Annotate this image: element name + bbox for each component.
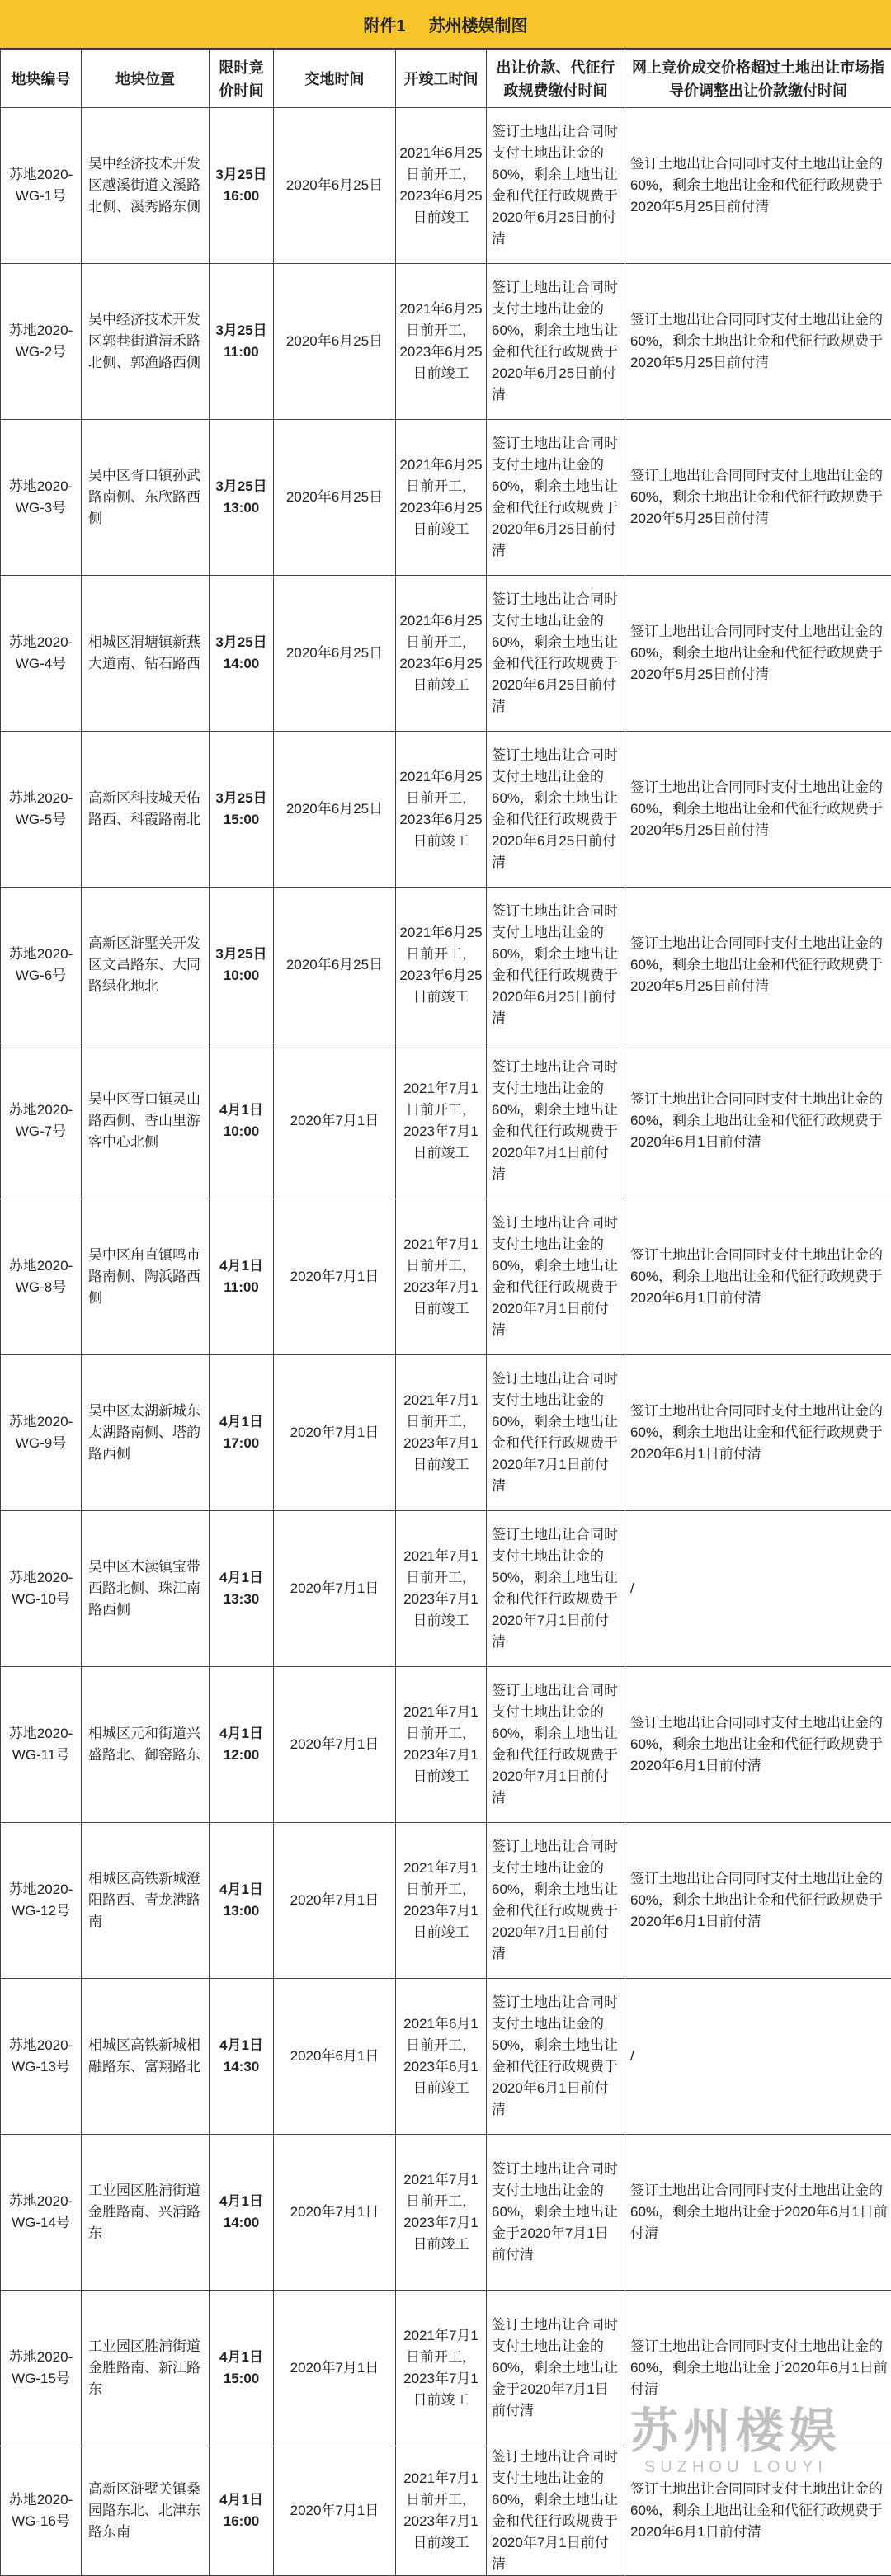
auction-time: 3月25日 11:00 xyxy=(210,264,274,420)
construction-dates: 2021年6月25日前开工，2023年6月25日前竣工 xyxy=(396,264,487,420)
adjusted-payment-terms: 签订土地出让合同同时支付土地出让金的60%，剩余土地出让金和代征行政规费于2020年6月1日前付清 xyxy=(625,1199,891,1355)
handover-date: 2020年7月1日 xyxy=(274,1199,396,1355)
handover-date: 2020年7月1日 xyxy=(274,2135,396,2291)
auction-time: 3月25日 14:00 xyxy=(210,576,274,732)
construction-dates: 2021年7月1日前开工，2023年7月1日前竣工 xyxy=(396,2291,487,2446)
handover-date: 2020年6月25日 xyxy=(274,576,396,732)
table-row xyxy=(1,2135,891,2291)
construction-dates: 2021年6月1日前开工，2023年6月1日前竣工 xyxy=(396,1979,487,2135)
handover-date: 2020年7月1日 xyxy=(274,1511,396,1667)
parcel-location: 吴中区胥口镇灵山路西侧、香山里游客中心北侧 xyxy=(82,1043,210,1199)
auction-time: 3月25日 13:00 xyxy=(210,420,274,576)
adjusted-payment-terms: 签订土地出让合同同时支付土地出让金的60%，剩余土地出让金和代征行政规费于2020年5月25日前付清 xyxy=(625,420,891,576)
handover-date: 2020年7月1日 xyxy=(274,2446,396,2576)
adjusted-payment-terms: 签订土地出让合同同时支付土地出让金的60%，剩余土地出让金和代征行政规费于2020年5月25日前付清 xyxy=(625,576,891,732)
table-row xyxy=(1,1199,891,1355)
parcel-code: 苏地2020-WG-5号 xyxy=(1,732,82,888)
handover-date: 2020年7月1日 xyxy=(274,1667,396,1823)
handover-date: 2020年6月25日 xyxy=(274,732,396,888)
construction-dates: 2021年6月25日前开工，2023年6月25日前竣工 xyxy=(396,576,487,732)
watermark-logo xyxy=(630,2392,842,2477)
auction-time: 3月25日 16:00 xyxy=(210,108,274,264)
construction-dates: 2021年6月25日前开工，2023年6月25日前竣工 xyxy=(396,108,487,264)
table-row xyxy=(1,1511,891,1667)
auction-time: 4月1日 12:00 xyxy=(210,1667,274,1823)
parcel-code: 苏地2020-WG-9号 xyxy=(1,1355,82,1511)
construction-dates: 2021年7月1日前开工，2023年7月1日前竣工 xyxy=(396,2135,487,2291)
payment-terms: 签订土地出让合同时支付土地出让金的60%，剩余土地出让金和代征行政规费于2020年6月25日前付清 xyxy=(487,576,625,732)
payment-terms: 签订土地出让合同时支付土地出让金的60%，剩余土地出让金于2020年7月1日前付清 xyxy=(487,2135,625,2291)
parcel-code: 苏地2020-WG-7号 xyxy=(1,1043,82,1199)
watermark-subtext: SUZHOU LOUYI xyxy=(630,2458,842,2477)
construction-dates: 2021年7月1日前开工，2023年7月1日前竣工 xyxy=(396,1199,487,1355)
table-row xyxy=(1,732,891,888)
auction-time: 3月25日 10:00 xyxy=(210,888,274,1043)
adjusted-payment-terms: 签订土地出让合同同时支付土地出让金的60%，剩余土地出让金和代征行政规费于2020年6月1日前付清 xyxy=(625,1823,891,1979)
parcel-code: 苏地2020-WG-14号 xyxy=(1,2135,82,2291)
handover-date: 2020年6月25日 xyxy=(274,264,396,420)
table-row xyxy=(1,1979,891,2135)
header-adjusted-payment: 网上竞价成交价格超过土地出让市场指导价调整出让价款缴付时间 xyxy=(625,50,891,108)
parcel-code: 苏地2020-WG-15号 xyxy=(1,2291,82,2446)
parcel-code: 苏地2020-WG-13号 xyxy=(1,1979,82,2135)
construction-dates: 2021年7月1日前开工，2023年7月1日前竣工 xyxy=(396,1823,487,1979)
handover-date: 2020年7月1日 xyxy=(274,1355,396,1511)
payment-terms: 签订土地出让合同时支付土地出让金的60%，剩余土地出让金和代征行政规费于2020年6月25日前付清 xyxy=(487,420,625,576)
payment-terms: 签订土地出让合同时支付土地出让金的60%，剩余土地出让金和代征行政规费于2020年7月1日前付清 xyxy=(487,2446,625,2576)
adjusted-payment-terms: 签订土地出让合同同时支付土地出让金的60%，剩余土地出让金和代征行政规费于2020年5月25日前付清 xyxy=(625,108,891,264)
parcel-location: 相城区元和街道兴盛路北、御窑路东 xyxy=(82,1667,210,1823)
parcel-location: 高新区浒墅关开发区文昌路东、大同路绿化地北 xyxy=(82,888,210,1043)
parcel-code: 苏地2020-WG-2号 xyxy=(1,264,82,420)
handover-date: 2020年6月25日 xyxy=(274,420,396,576)
construction-dates: 2021年7月1日前开工，2023年7月1日前竣工 xyxy=(396,1511,487,1667)
parcel-location: 吴中区太湖新城东太湖路南侧、塔韵路西侧 xyxy=(82,1355,210,1511)
parcel-code: 苏地2020-WG-12号 xyxy=(1,1823,82,1979)
auction-time: 4月1日 14:30 xyxy=(210,1979,274,2135)
auction-time: 4月1日 13:00 xyxy=(210,1823,274,1979)
table-row xyxy=(1,888,891,1043)
adjusted-payment-terms: / xyxy=(625,1979,891,2135)
header-location: 地块位置 xyxy=(82,50,210,108)
header-code: 地块编号 xyxy=(1,50,82,108)
payment-terms: 签订土地出让合同时支付土地出让金的60%，剩余土地出让金和代征行政规费于2020年7月1日前付清 xyxy=(487,1043,625,1199)
adjusted-payment-terms: 签订土地出让合同同时支付土地出让金的60%，剩余土地出让金和代征行政规费于2020年6月1日前付清 xyxy=(625,2446,891,2576)
table-row xyxy=(1,1823,891,1979)
handover-date: 2020年7月1日 xyxy=(274,1823,396,1979)
auction-time: 4月1日 10:00 xyxy=(210,1043,274,1199)
payment-terms: 签订土地出让合同时支付土地出让金的60%，剩余土地出让金和代征行政规费于2020年6月25日前付清 xyxy=(487,732,625,888)
parcel-code: 苏地2020-WG-16号 xyxy=(1,2446,82,2576)
table-row xyxy=(1,420,891,576)
auction-time: 4月1日 17:00 xyxy=(210,1355,274,1511)
payment-terms: 签订土地出让合同时支付土地出让金的50%，剩余土地出让金和代征行政规费于2020年7月1日前付清 xyxy=(487,1511,625,1667)
parcel-location: 吴中经济技术开发区越溪街道文溪路北侧、溪秀路东侧 xyxy=(82,108,210,264)
parcel-code: 苏地2020-WG-10号 xyxy=(1,1511,82,1667)
auction-time: 4月1日 14:00 xyxy=(210,2135,274,2291)
parcel-location: 相城区高铁新城澄阳路西、青龙港路南 xyxy=(82,1823,210,1979)
construction-dates: 2021年7月1日前开工，2023年7月1日前竣工 xyxy=(396,2446,487,2576)
parcel-location: 相城区渭塘镇新燕大道南、钻石路西 xyxy=(82,576,210,732)
payment-terms: 签订土地出让合同时支付土地出让金的60%，剩余土地出让金和代征行政规费于2020年6月25日前付清 xyxy=(487,264,625,420)
parcel-code: 苏地2020-WG-6号 xyxy=(1,888,82,1043)
construction-dates: 2021年6月25日前开工，2023年6月25日前竣工 xyxy=(396,732,487,888)
header-construction: 开竣工时间 xyxy=(396,50,487,108)
construction-dates: 2021年7月1日前开工，2023年7月1日前竣工 xyxy=(396,1043,487,1199)
payment-terms: 签订土地出让合同时支付土地出让金的60%，剩余土地出让金和代征行政规费于2020年7月1日前付清 xyxy=(487,1355,625,1511)
adjusted-payment-terms: 签订土地出让合同同时支付土地出让金的60%，剩余土地出让金和代征行政规费于2020年6月1日前付清 xyxy=(625,1667,891,1823)
handover-date: 2020年6月25日 xyxy=(274,108,396,264)
parcel-location: 相城区高铁新城相融路东、富翔路北 xyxy=(82,1979,210,2135)
table-header-row xyxy=(1,50,891,108)
construction-dates: 2021年6月25日前开工，2023年6月25日前竣工 xyxy=(396,420,487,576)
parcel-location: 吴中区甪直镇鸣市路南侧、陶浜路西侧 xyxy=(82,1199,210,1355)
payment-terms: 签订土地出让合同时支付土地出让金的60%，剩余土地出让金于2020年7月1日前付清 xyxy=(487,2291,625,2446)
construction-dates: 2021年7月1日前开工，2023年7月1日前竣工 xyxy=(396,1667,487,1823)
adjusted-payment-terms: 签订土地出让合同同时支付土地出让金的60%，剩余土地出让金于2020年6月1日前付清 xyxy=(625,2291,891,2446)
header-auction-time: 限时竞价时间 xyxy=(210,50,274,108)
payment-terms: 签订土地出让合同时支付土地出让金的60%，剩余土地出让金和代征行政规费于2020年7月1日前付清 xyxy=(487,1667,625,1823)
auction-time: 4月1日 11:00 xyxy=(210,1199,274,1355)
parcel-code: 苏地2020-WG-11号 xyxy=(1,1667,82,1823)
parcel-location: 高新区浒墅关镇桑园路东北、北津东路东南 xyxy=(82,2446,210,2576)
handover-date: 2020年6月1日 xyxy=(274,1979,396,2135)
parcel-code: 苏地2020-WG-1号 xyxy=(1,108,82,264)
parcel-location: 吴中区胥口镇孙武路南侧、东欣路西侧 xyxy=(82,420,210,576)
table-row xyxy=(1,1043,891,1199)
table-row xyxy=(1,1667,891,1823)
parcel-location: 工业园区胜浦街道金胜路南、兴浦路东 xyxy=(82,2135,210,2291)
attachment-label: 附件1 xyxy=(363,12,405,36)
table-row xyxy=(1,264,891,420)
parcel-location: 工业园区胜浦街道金胜路南、新江路东 xyxy=(82,2291,210,2446)
payment-terms: 签订土地出让合同时支付土地出让金的60%，剩余土地出让金和代征行政规费于2020年6月25日前付清 xyxy=(487,108,625,264)
table-row xyxy=(1,576,891,732)
handover-date: 2020年7月1日 xyxy=(274,2291,396,2446)
parcel-code: 苏地2020-WG-8号 xyxy=(1,1199,82,1355)
title-bar xyxy=(0,0,891,49)
construction-dates: 2021年6月25日前开工，2023年6月25日前竣工 xyxy=(396,888,487,1043)
construction-dates: 2021年7月1日前开工，2023年7月1日前竣工 xyxy=(396,1355,487,1511)
parcel-location: 吴中经济技术开发区郭巷街道清禾路北侧、郭渔路西侧 xyxy=(82,264,210,420)
adjusted-payment-terms: 签订土地出让合同同时支付土地出让金的60%，剩余土地出让金于2020年6月1日前付清 xyxy=(625,2135,891,2291)
parcel-code: 苏地2020-WG-4号 xyxy=(1,576,82,732)
parcel-location: 高新区科技城天佑路西、科霞路南北 xyxy=(82,732,210,888)
header-handover: 交地时间 xyxy=(274,50,396,108)
adjusted-payment-terms: 签订土地出让合同同时支付土地出让金的60%，剩余土地出让金和代征行政规费于2020年5月25日前付清 xyxy=(625,732,891,888)
auction-time: 4月1日 13:30 xyxy=(210,1511,274,1667)
adjusted-payment-terms: 签订土地出让合同同时支付土地出让金的60%，剩余土地出让金和代征行政规费于2020年6月1日前付清 xyxy=(625,1043,891,1199)
payment-terms: 签订土地出让合同时支付土地出让金的60%，剩余土地出让金和代征行政规费于2020年7月1日前付清 xyxy=(487,1199,625,1355)
auction-time: 3月25日 15:00 xyxy=(210,732,274,888)
watermark-text: 苏州楼娱 xyxy=(630,2392,842,2461)
adjusted-payment-terms: 签订土地出让合同同时支付土地出让金的60%，剩余土地出让金和代征行政规费于2020年5月25日前付清 xyxy=(625,264,891,420)
payment-terms: 签订土地出让合同时支付土地出让金的50%，剩余土地出让金和代征行政规费于2020年6月1日前付清 xyxy=(487,1979,625,2135)
table-row xyxy=(1,1355,891,1511)
auction-time: 4月1日 15:00 xyxy=(210,2291,274,2446)
land-parcel-table xyxy=(0,49,891,2576)
parcel-location: 吴中区木渎镇宝带西路北侧、珠江南路西侧 xyxy=(82,1511,210,1667)
handover-date: 2020年6月25日 xyxy=(274,888,396,1043)
payment-terms: 签订土地出让合同时支付土地出让金的60%，剩余土地出让金和代征行政规费于2020年7月1日前付清 xyxy=(487,1823,625,1979)
adjusted-payment-terms: 签订土地出让合同同时支付土地出让金的60%，剩余土地出让金和代征行政规费于2020年6月1日前付清 xyxy=(625,1355,891,1511)
page-title: 苏州楼娱制图 xyxy=(429,12,528,36)
header-payment: 出让价款、代征行政规费缴付时间 xyxy=(487,50,625,108)
adjusted-payment-terms: / xyxy=(625,1511,891,1667)
table-row xyxy=(1,108,891,264)
adjusted-payment-terms: 签订土地出让合同同时支付土地出让金的60%，剩余土地出让金和代征行政规费于2020年5月25日前付清 xyxy=(625,888,891,1043)
payment-terms: 签订土地出让合同时支付土地出让金的60%，剩余土地出让金和代征行政规费于2020年6月25日前付清 xyxy=(487,888,625,1043)
handover-date: 2020年7月1日 xyxy=(274,1043,396,1199)
parcel-code: 苏地2020-WG-3号 xyxy=(1,420,82,576)
auction-time: 4月1日 16:00 xyxy=(210,2446,274,2576)
